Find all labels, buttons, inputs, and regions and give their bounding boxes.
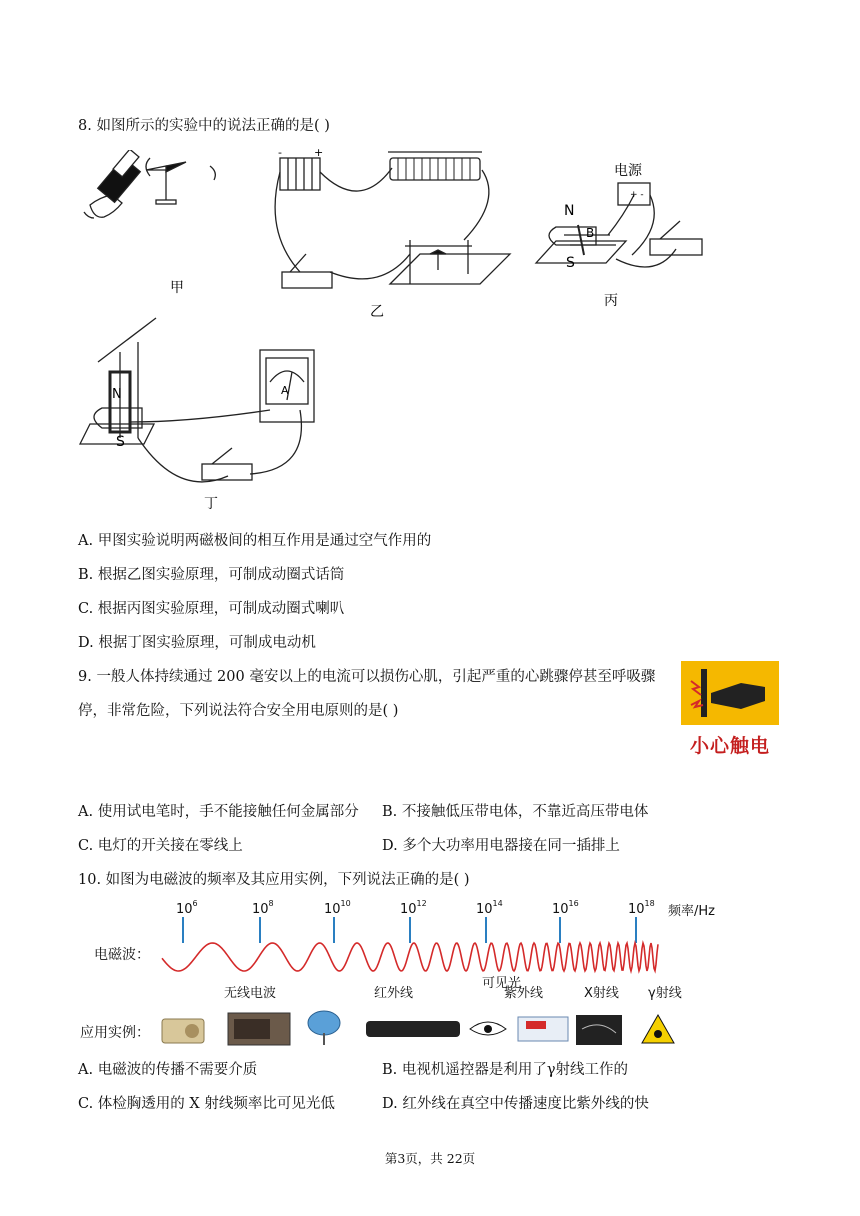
tick-label-1e8: $10^8$ xyxy=(252,899,274,917)
q9-option-d: D. 多个大功率用电器接在同一插排上 xyxy=(382,838,620,854)
q8-option-b: B. 根据乙图实验原理，可制成动圈式话筒 xyxy=(78,567,345,583)
wave-label: 电磁波： xyxy=(94,947,150,963)
band-visible: 可见光 xyxy=(482,976,522,991)
label-ding: 丁 xyxy=(204,496,218,512)
eye-icon xyxy=(470,1022,506,1035)
uv-device-icon xyxy=(518,1017,568,1041)
tick-label-1e6: $10^6$ xyxy=(176,899,198,917)
q8-option-c: C. 根据丙图实验原理，可制成动圈式喇叭 xyxy=(78,601,345,617)
q9-option-b: B. 不接触低压带电体，不靠近高压带电体 xyxy=(382,804,649,820)
freq-axis-label: 频率/Hz xyxy=(668,904,715,919)
tick-label-1e14: $10^{14}$ xyxy=(476,899,503,917)
label-yi-plus: + xyxy=(314,146,324,159)
label-yi-minus: - xyxy=(278,146,282,159)
label-bing-s: S xyxy=(566,255,575,271)
figure-ding xyxy=(78,312,328,517)
q9-option-a: A. 使用试电笔时，手不能接触任何金属部分 xyxy=(78,804,359,820)
label-power-sign: + - xyxy=(630,190,644,200)
q8-option-d: D. 根据丁图实验原理，可制成电动机 xyxy=(78,635,316,651)
em-wave xyxy=(162,943,658,971)
xray-image-icon xyxy=(576,1015,622,1045)
app-example-label: 应用实例： xyxy=(80,1025,150,1041)
q10-option-c: C. 体检胸透用的 X 射线频率比可见光低 xyxy=(78,1096,335,1112)
label-bing-n: N xyxy=(564,203,575,219)
q10-option-a: A. 电磁波的传播不需要介质 xyxy=(78,1062,258,1078)
q9-stem-line2: 停，非常危险，下列说法符合安全用电原则的是( ) xyxy=(78,703,399,719)
q9-option-c: C. 电灯的开关接在零线上 xyxy=(78,838,243,854)
electric-shock-warning-sign xyxy=(681,661,779,757)
band-gamma: γ射线 xyxy=(648,986,682,1001)
label-ammeter: A xyxy=(281,384,289,397)
page-footer: 第3页，共 22页 xyxy=(384,1151,476,1166)
tick-label-1e16: $10^{16}$ xyxy=(552,899,579,917)
radiation-icon xyxy=(642,1015,674,1043)
em-spectrum-figure xyxy=(78,895,738,1055)
band-radio: 无线电波 xyxy=(224,986,277,1001)
radio-icon xyxy=(162,1019,204,1043)
label-ding-n: N xyxy=(112,387,122,402)
q9-stem-line1: 9. 一般人体持续通过 200 毫安以上的电流可以损伤心肌，引起严重的心跳骤停甚至呼吸骤 xyxy=(78,669,656,685)
satellite-dish-icon xyxy=(308,1011,340,1045)
label-yi: 乙 xyxy=(370,304,384,320)
tick-label-1e10: $10^{10}$ xyxy=(324,899,351,917)
q8-stem: 8. 如图所示的实验中的说法正确的是( ) xyxy=(78,118,330,134)
label-power: 电源 xyxy=(614,163,642,179)
q10-option-d: D. 红外线在真空中传播速度比紫外线的快 xyxy=(382,1096,649,1112)
microwave-icon xyxy=(228,1013,290,1045)
q8-option-a: A. 甲图实验说明两磁极间的相互作用是通过空气作用的 xyxy=(78,533,432,549)
warning-text: 小心触电 xyxy=(689,735,770,757)
band-infrared: 红外线 xyxy=(374,986,414,1001)
label-bing: 丙 xyxy=(604,293,618,309)
label-jia: 甲 xyxy=(170,280,184,296)
label-bing-b: B xyxy=(586,226,595,240)
q10-stem: 10. 如图为电磁波的频率及其应用实例，下列说法正确的是( ) xyxy=(78,872,470,888)
figure-bing xyxy=(530,155,720,310)
tick-label-1e18: $10^{18}$ xyxy=(628,899,655,917)
figure-jia xyxy=(80,150,250,300)
tick-label-1e12: $10^{12}$ xyxy=(400,899,427,917)
band-ultraviolet: 紫外线 xyxy=(504,986,544,1001)
band-xray: X射线 xyxy=(584,986,619,1001)
figure-yi xyxy=(260,146,520,321)
remote-control-icon xyxy=(366,1021,460,1037)
q10-option-b: B. 电视机遥控器是利用了γ射线工作的 xyxy=(382,1062,629,1078)
label-ding-s: S xyxy=(116,434,125,450)
hand-shock-icon xyxy=(681,661,779,725)
